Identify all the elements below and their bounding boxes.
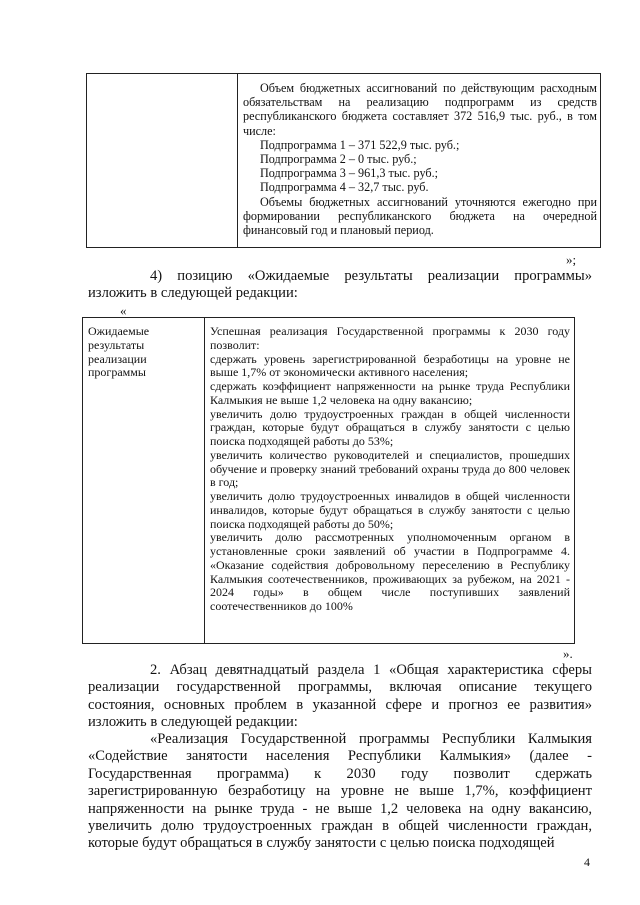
item2-paragraph: 2. Абзац девятнадцатый раздела 1 «Общая характеристика сферы реализации государственной программы, включая описание текущего состояния, основных проблем в указанной сфере и прогноз ее развития» изложить в следующей редакции: bbox=[88, 662, 592, 731]
expected-result-item: сдержать коэффициент напряженности на рынке труда Республики Калмыкия не выше 1,2 человека на одну вакансию; bbox=[210, 379, 570, 407]
expected-results-text bbox=[210, 325, 570, 614]
table1-closing-quote: »; bbox=[566, 252, 577, 267]
expected-result-item: сдержать уровень зарегистрированной безработицы на уровне не выше 1,7% от экономически активного населения; bbox=[210, 351, 570, 380]
budget-paragraph: Подпрограмма 1 – 371 522,9 тыс. руб.; bbox=[260, 137, 460, 152]
table1-left-cell bbox=[87, 74, 238, 247]
budget-text bbox=[243, 81, 597, 237]
expected-result-item: увеличить количество руководителей и специалистов, прошедших обучение и проверку знаний требований охраны труда до 800 человек в год; bbox=[210, 447, 570, 490]
quoted-paragraph: «Реализация Государственной программы Республики Калмыкия «Содействие занятости населения Республики Калмыкия» (далее - Государственная программа) к 2030 году позволит сдержать зарегистрированную безработицу на уровне не выше 1,7%, коэффициент напряженности на рынке труда - не выше 1,2 человека на одну вакансию, увеличить долю трудоустроенных граждан в общей численности граждан, которые будут обращаться в службу занятости с целью поиска подходящей bbox=[88, 731, 592, 852]
page-number: 4 bbox=[584, 855, 590, 869]
budget-paragraph: Подпрограмма 3 – 961,3 тыс. руб.; bbox=[260, 166, 439, 181]
budget-paragraph: Объем бюджетных ассигнований по действующим расходным обязательствам на реализацию подпрограмм из средств республиканского бюджета составляет 372 516,9 тыс. руб., в том числе: bbox=[243, 81, 597, 138]
expected-result-item: увеличить долю рассмотренных уполномоченным органом в установленные сроки заявлений об участии в Подпрограмме 4. «Оказание содействия добровольному переселению в Республику Калмыкия соотечественников, проживающих за рубежом, на 2021 - 2024 годы» в общем числе поступивших заявлений соотечественников до 100% bbox=[210, 530, 570, 613]
budget-paragraph: Подпрограмма 2 – 0 тыс. руб.; bbox=[260, 152, 417, 167]
item4-paragraph: 4) позицию «Ожидаемые результаты реализации программы» изложить в следующей редакции: bbox=[88, 268, 592, 302]
table2-left-cell bbox=[83, 318, 205, 643]
item4-opening-quote: « bbox=[120, 303, 127, 318]
expected-result-item: Успешная реализация Государственной программы к 2030 году позволит: bbox=[210, 324, 570, 352]
budget-allocations-table bbox=[86, 73, 601, 248]
table2-right-cell bbox=[205, 318, 574, 643]
table2-closing-quote: ». bbox=[563, 646, 573, 661]
expected-results-table bbox=[82, 317, 575, 644]
expected-result-item: увеличить долю трудоустроенных инвалидов в общей численности инвалидов, которые будут обращаться в службу занятости с целью поиска подходящей работы до 50%; bbox=[210, 489, 570, 531]
expected-result-item: увеличить долю трудоустроенных граждан в общей численности граждан, которые будут обращаться в службу занятости с целью поиска подходящей работы до 53%; bbox=[210, 406, 570, 448]
table1-right-cell bbox=[238, 74, 600, 247]
budget-paragraph: Подпрограмма 4 – 32,7 тыс. руб. bbox=[260, 180, 429, 195]
expected-results-label: Ожидаемые результаты реализации программы bbox=[88, 324, 150, 380]
budget-paragraph: Объемы бюджетных ассигнований уточняются ежегодно при формировании республиканского бюджета на очередной финансовый год и плановый период. bbox=[243, 194, 597, 238]
